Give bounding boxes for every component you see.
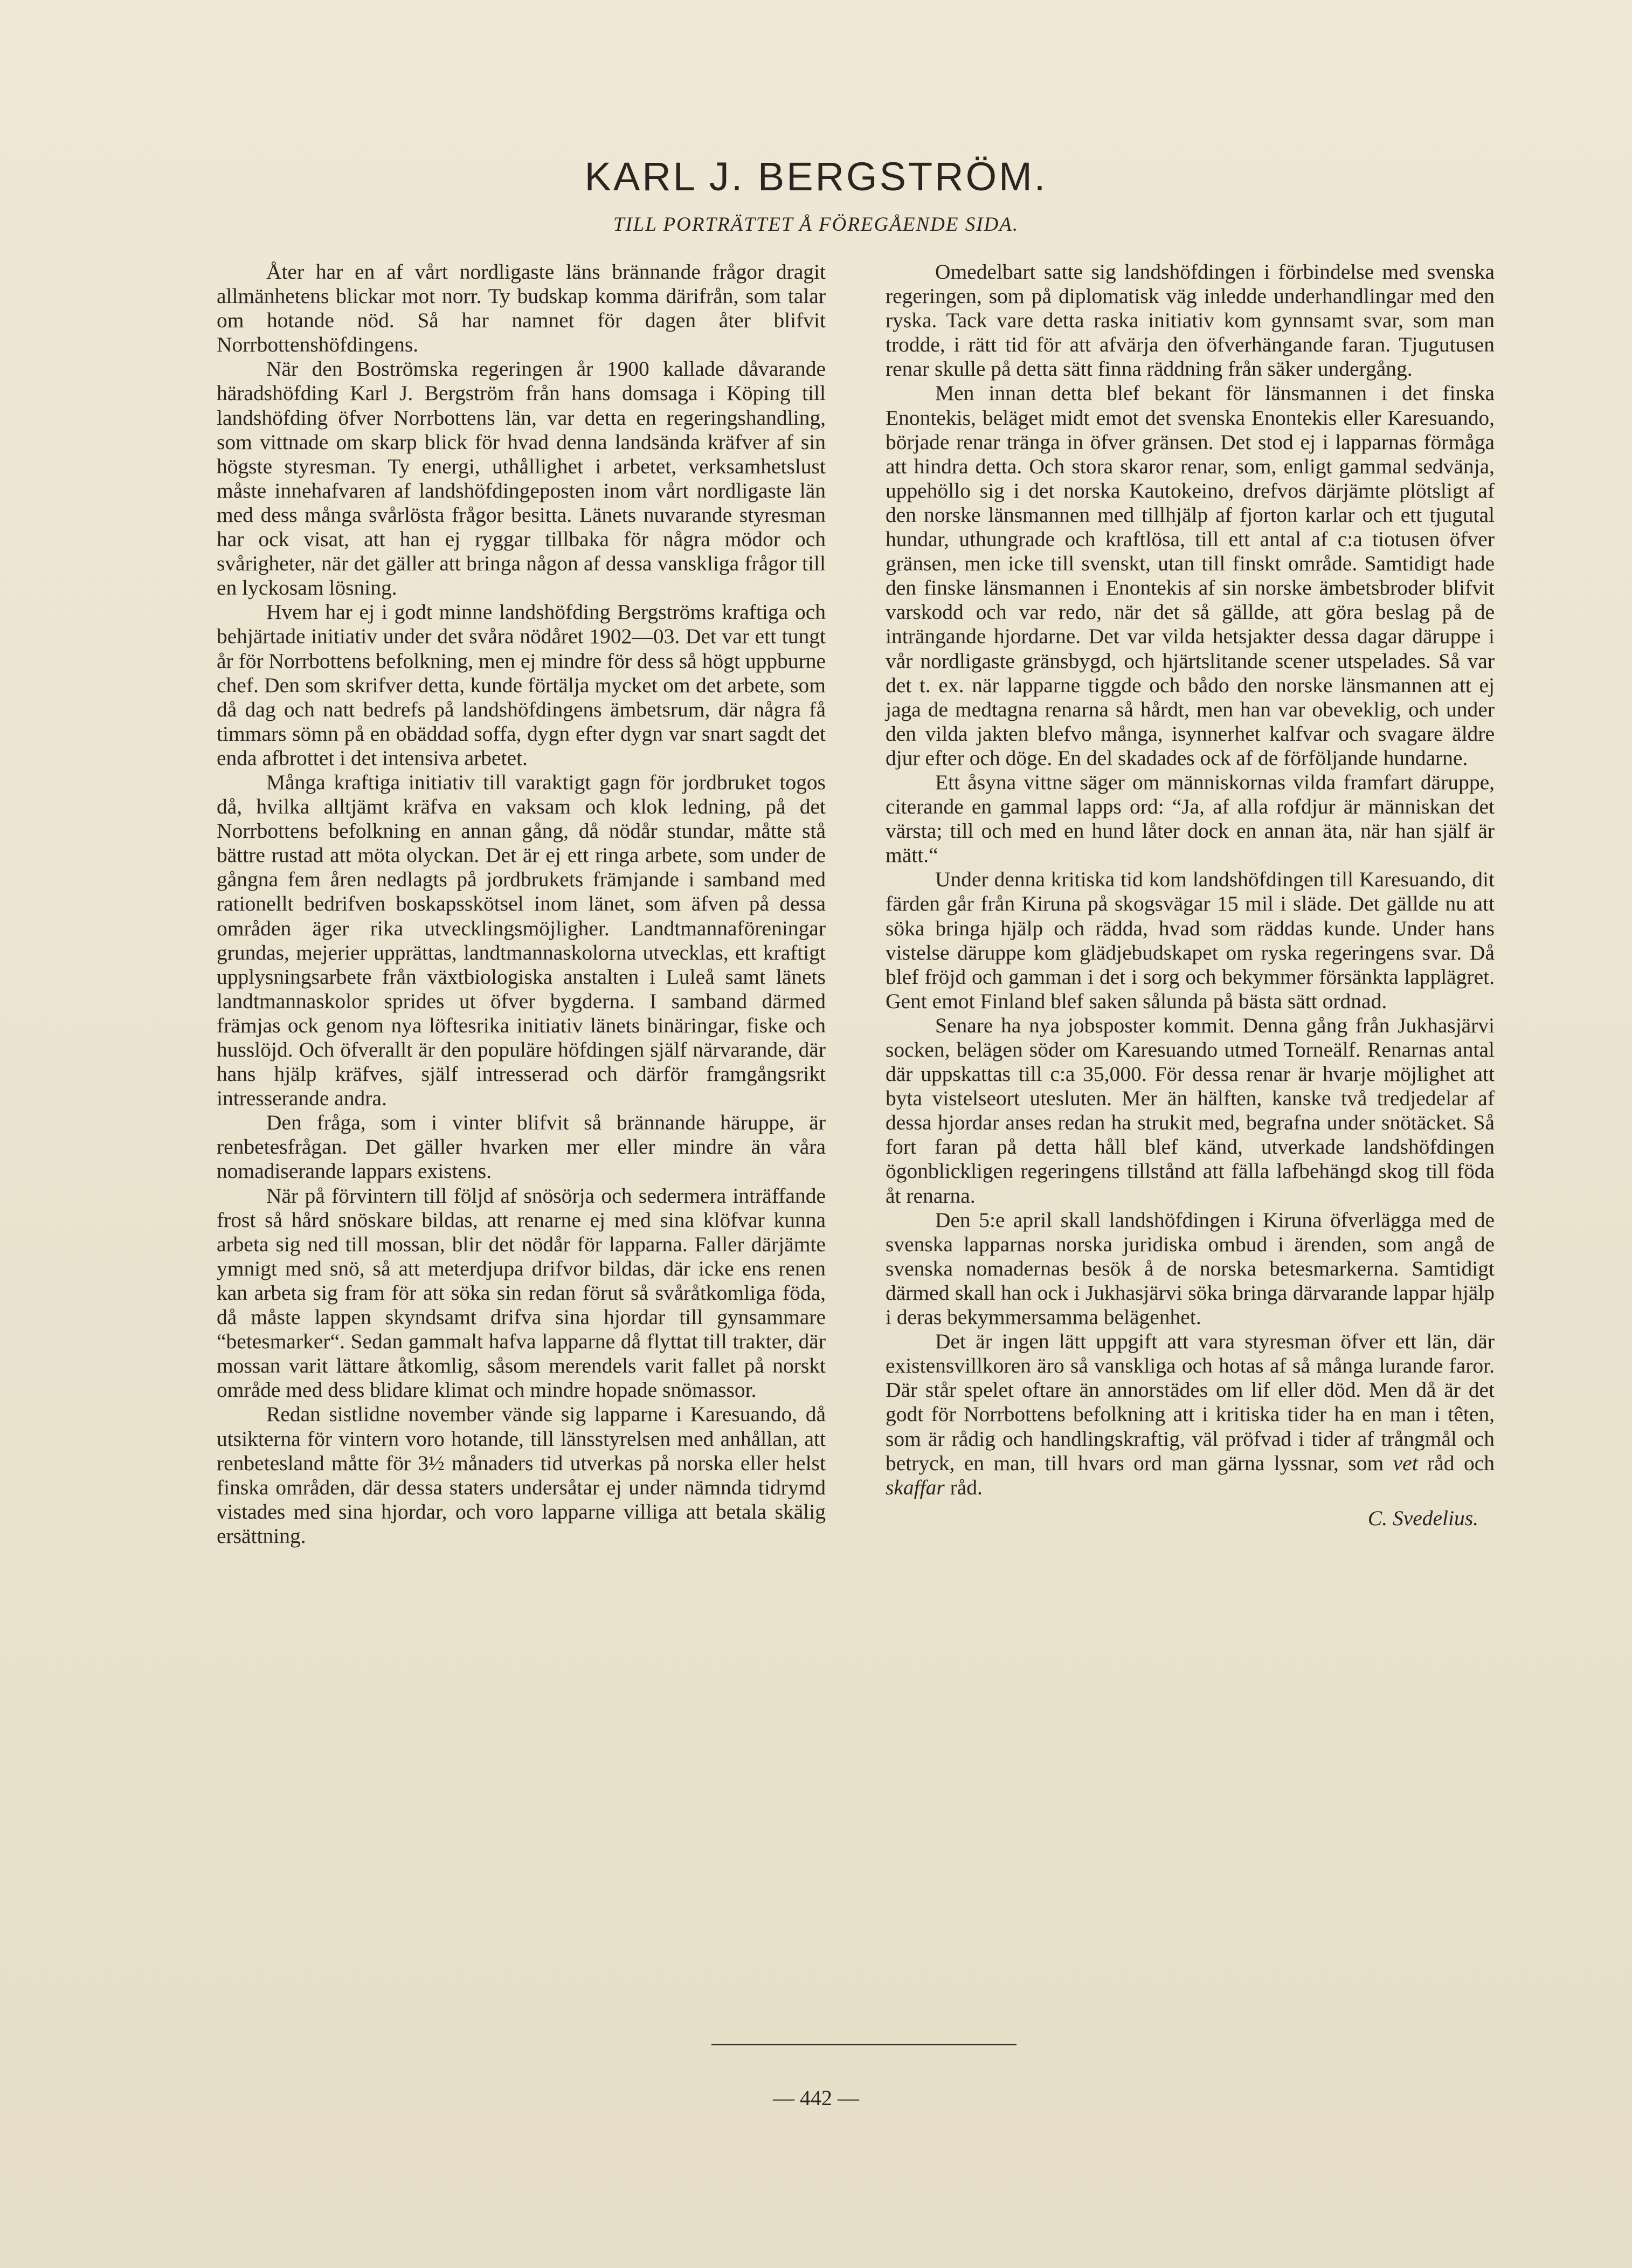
paragraph: Den 5:e april skall landshöfdingen i Kiruna öfverlägga med de svenska lapparnas norska juridiska ombud i ärenden, som angå de svenska nomadernas besök å de norska betesmarkerna. Samtidigt därmed skall han ock i Jukhasjärvi söka bringa därvarande lappar hjälp i deras bekymmersamma belägenhet.	[886, 1208, 1495, 1329]
article-subtitle: TILL PORTRÄTTET Å FÖREGÅENDE SIDA.	[613, 213, 1019, 236]
closing-paragraph	[886, 1329, 1495, 1500]
paragraph: Men innan detta blef bekant för länsmannen i det finska Enontekis, beläget midt emot det svenska Enontekis eller Karesuando, började renar tränga in öfver gränsen. Det stod ej i lapparnas förmåga att hindra detta. Och stora skaror renar, som, enligt gammal sedvänja, uppehöllo sig i det norska Kautokeino, drefvos därjämte plötsligt af den norske länsmannen med tillhjälp af fjorton karlar och ett tjugutal hundar, uthungrade och kraftlösa, till ett antal af c:a tiotusen öfver gränsen, men icke till svenskt, utan till finskt område. Samtidigt hade den finske länsmannen i Enontekis af sin norske ämbetsbroder blifvit varskodd och var redo, när det så gällde, att göra beslag på de inträngande hjordarne. Det var vilda hetsjakter dessa dagar däruppe i vår nordligaste gränsbygd, och hjärtslitande scener utspelades. Så var det t. ex. när lapparne tiggde och bådo den norske länsmannen att ej jaga de medtagna renarna så hårdt, men han var obeveklig, och under den vilda jakten blefvo många, isynnerhet kalfvar och svagare äldre djur efter och döge. En del skadades ock af de förföljande hundarne.	[886, 381, 1495, 770]
paragraph: Ett åsyna vittne säger om människornas vilda framfart däruppe, citerande en gammal lapps ord: “Ja, af alla rofdjur är människan det värsta; till och med en hund låter dock en annan äta, när han själf är mätt.“	[886, 770, 1495, 867]
emphasis: skaffar	[886, 1475, 945, 1499]
author-signature: C. Svedelius.	[1367, 1506, 1478, 1530]
left-column	[217, 260, 826, 1548]
paragraph: Många kraftiga initiativ till varaktigt gagn för jordbruket togos då, hvilka alltjämt kräfva en vaksam och klok ledning, på det Norrbottens befolkning en annan gång, då nödår stundar, måtte stå bättre rustad att möta olyckan. Det är ej ett ringa arbete, som under de gångna fem åren nedlagts på jordbrukets främjande i samband med rationellt bedrifven boskapsskötsel inom länet, som äfven på dessa områden äger rika utvecklingsmöjligher. Landtmannaföreningar grundas, mejerier upprättas, landtmannaskolorna utvecklas, ett kraftigt upplysningsarbete från växtbiologiska anstalten i Luleå samt länets landtmannaskolor sprides ut öfver bygderna. I samband därmed främjas ock genom nya löftesrika initiativ länets binäringar, fiske och husslöjd. Och öfverallt är den populäre höfdingen själf närvarande, där hans hjälp kräfves, själf intresserad och därför framgångsrikt intresserande andra.	[217, 770, 826, 1111]
page-number: — 442 —	[773, 2086, 859, 2110]
paragraph: Hvem har ej i godt minne landshöfding Bergströms kraftiga och behjärtade initiativ under det svåra nödåret 1902—03. Det var ett tungt år för Norrbottens befolkning, men ej mindre för dess så högt uppburne chef. Den som skrifver detta, kunde förtälja mycket om det arbete, som då dag och natt bedrefs på landshöfdingens ämbetsrum, där några få timmars sömn på en obäddad soffa, dygn efter dygn var snart sagdt det enda afbrottet i det intensiva arbetet.	[217, 600, 826, 770]
paragraph-text: råd och	[1417, 1451, 1495, 1475]
paragraph: Åter har en af vårt nordligaste läns brännande frågor dragit allmänhetens blickar mot norr. Ty budskap komma därifrån, som talar om hotande nöd. Så har namnet för dagen åter blifvit Norrbottenshöfdingens.	[217, 260, 826, 357]
paragraph: När den Boströmska regeringen år 1900 kallade dåvarande häradshöfding Karl J. Bergström från hans domsaga i Köping till landshöfding öfver Norrbottens län, var detta en regeringshandling, som vittnade om skarp blick för hvad denna landsända kräfver af sin högste styresman. Ty energi, uthållighet i arbetet, verksamhetslust måste innehafvaren af landshöfdingeposten inom vårt nordligaste län med dess många svårlösta frågor besitta. Länets nuvarande styresman har ock visat, att han ej ryggar tillbaka för några mödor och svårigheter, när det gäller att bringa någon af dessa vanskliga frågor till en lyckosam lösning.	[217, 357, 826, 600]
divider-rule	[711, 2044, 1016, 2045]
paragraph: Under denna kritiska tid kom landshöfdingen till Karesuando, dit färden går från Kiruna på skogsvägar 15 mil i släde. Det gällde nu att söka bringa hjälp och rädda, hvad som räddas kunde. Under hans vistelse däruppe kom glädjebudskapet om ryska regeringens svar. Då blef fröjd och gamman i det i sorg och bekymmer försänkta lapplägret. Gent emot Finland blef saken sålunda på bästa sätt ordnad.	[886, 867, 1495, 1013]
emphasis: vet	[1393, 1451, 1418, 1475]
paragraph: Omedelbart satte sig landshöfdingen i förbindelse med svenska regeringen, som på diplomatisk väg inledde underhandlingar med den ryska. Tack vare detta raska initiativ kom gynnsamt svar, som man trodde, i rätt tid för att afvärja den öfverhängande faran. Tjugutusen renar skulle på detta sätt finna räddning från säker undergång.	[886, 260, 1495, 381]
article-title: KARL J. BERGSTRÖM.	[584, 154, 1048, 199]
paragraph: Redan sistlidne november vände sig lapparne i Karesuando, då utsikterna för vintern voro hotande, till länsstyrelsen med anhållan, att renbetesland måtte för 3½ månaders tid utverkas på norska eller helst finska områden, där dessa staters undersåtar ej under nämnda tidrymd vistades med sina hjordar, och voro lapparne villiga att betala skälig ersättning.	[217, 1402, 826, 1548]
paragraph-text: råd.	[944, 1475, 983, 1499]
paragraph: När på förvintern till följd af snösörja och sedermera inträffande frost så hård snöskare bildas, att renarne ej med sina klöfvar kunna arbeta sig ned till mossan, blir det nödår för lapparna. Faller därjämte ymnigt med snö, så att meterdjupa drifvor bildas, där icke ens renen kan arbeta sig fram för att söka sin redan förut så svåråtkomliga föda, då måste lappen skyndsamt drifva sina hjordar till gynsammare “betesmarker“. Sedan gammalt hafva lapparne då flyttat till trakter, där mossan varit lättare åtkomlig, såsom merendels varit fallet på norskt område med dess blidare klimat och mindre hopade snömassor.	[217, 1183, 826, 1402]
right-column	[886, 260, 1495, 1531]
paragraph-text: Det är ingen lätt uppgift att vara styresman öfver ett län, där existensvillkoren äro så vanskliga och hotas af så många lurande faror. Där står spelet oftare än annorstädes om lif eller död. Men då är det godt för Norrbottens befolkning att i kritiska tider ha en man i têten, som är rådig och handlingskraftig, väl pröfvad i tider af trångmål och betryck, en man, till hvars ord man gärna lyssnar, som	[886, 1329, 1495, 1475]
paragraph: Senare ha nya jobsposter kommit. Denna gång från Jukhasjärvi socken, belägen söder om Karesuando utmed Torneälf. Renarnas antal där uppskattas till c:a 35,000. För dessa renar är hvarje möjlighet att byta vistelseort utesluten. Mer än hälften, kanske två tredjedelar af dessa hjordar anses redan ha strukit med, begrafna under snötäcket. Så fort faran på detta håll blef känd, utverkade landshöfdingen ögonblickligen regeringens tillstånd att fälla lafbehängd skog till föda åt renarna.	[886, 1013, 1495, 1208]
paragraph: Den fråga, som i vinter blifvit så brännande häruppe, är renbetesfrågan. Det gäller hvarken mer eller mindre än våra nomadiserande lappars existens.	[217, 1111, 826, 1183]
